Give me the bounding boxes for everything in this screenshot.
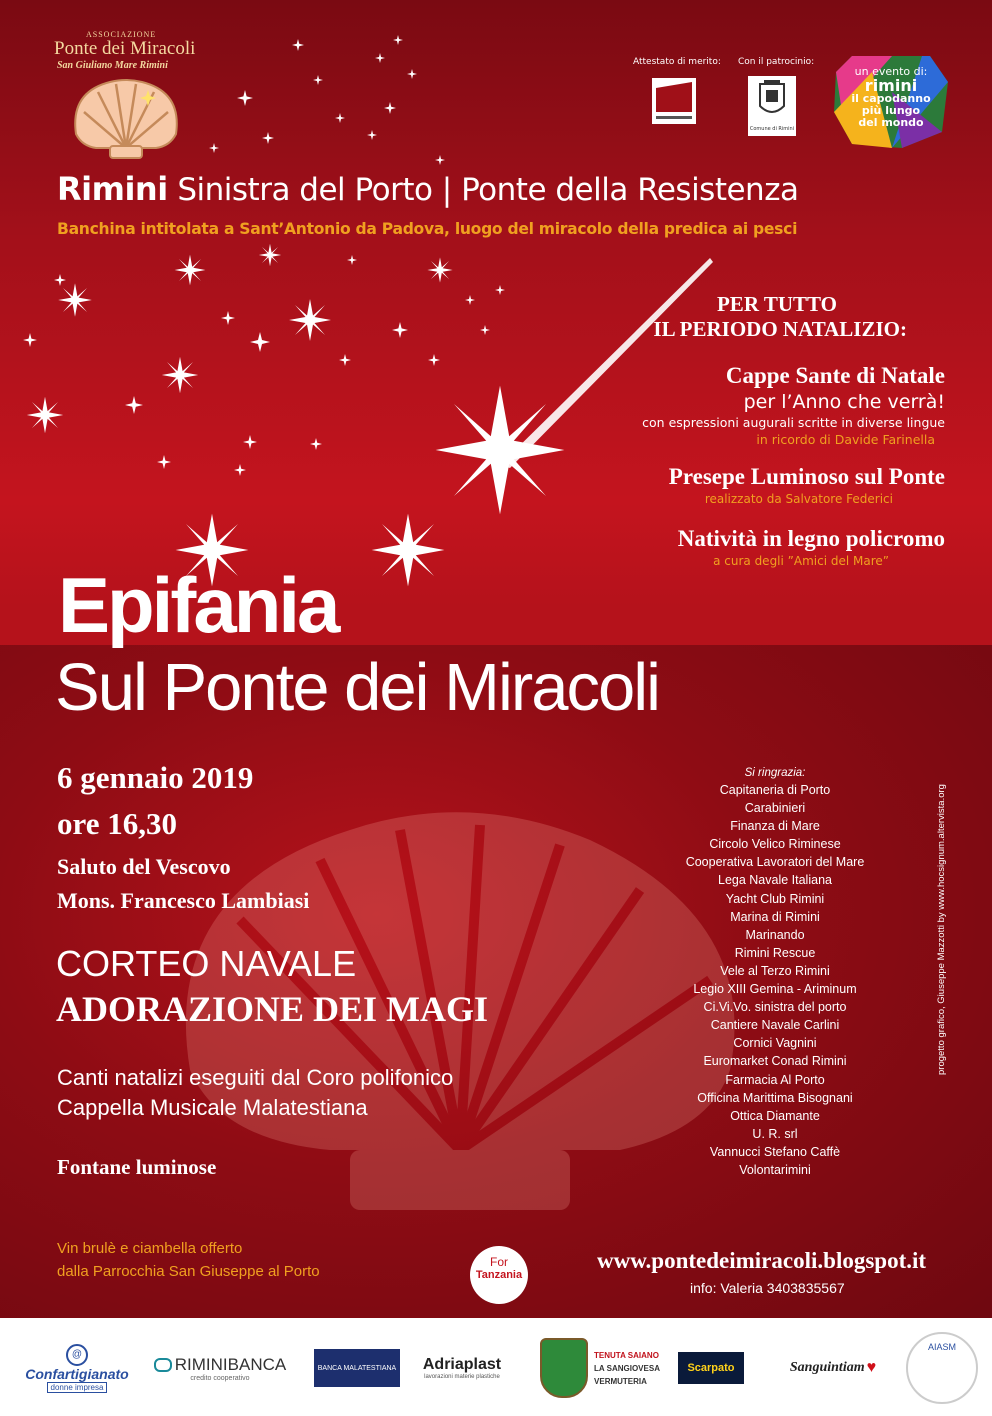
malatestiana-label: BANCA MALATESTIANA <box>314 1349 400 1387</box>
saiano-line1: TENUTA SAIANO <box>594 1350 659 1360</box>
saiano-shield-icon <box>540 1338 588 1398</box>
main-subtitle: Sul Ponte dei Miracoli <box>55 650 659 725</box>
saiano-line3: VERMUTERIA <box>594 1376 647 1386</box>
sponsor-riminibanca <box>150 1338 290 1398</box>
thanks-item: Lega Navale Italiana <box>718 873 832 888</box>
aiasm-badge-icon <box>906 1332 978 1404</box>
heart-icon: ♥ <box>866 1359 877 1376</box>
item2-title: Presepe Luminoso sul Ponte <box>668 464 945 489</box>
attestato-badge <box>652 78 696 124</box>
tanzania-label: Tanzania <box>475 1269 523 1281</box>
comune-label: Comune di Rimini <box>749 126 795 132</box>
riminibanca-sub: credito cooperativo <box>190 1374 250 1382</box>
location-heading <box>57 170 798 208</box>
thanks-item: Marinando <box>745 927 805 942</box>
riminibanca-label: RIMINIBANCA <box>174 1354 287 1374</box>
aiasm-label: AIASM <box>927 1342 956 1352</box>
item1-desc: con espressioni augurali scritte in diverse lingue <box>642 415 945 430</box>
thanks-item: Cornici Vagnini <box>733 1036 817 1051</box>
thanks-item: Rimini Rescue <box>734 945 816 960</box>
event-date: 6 gennaio 2019 <box>57 760 254 795</box>
confartigianato-label: Confartigianato <box>25 1365 129 1382</box>
thanks-heading: Si ringrazia: <box>744 767 806 779</box>
adriaplast-sub: lavorazioni materie plastiche <box>424 1374 500 1380</box>
thanks-item: Cooperativa Lavoratori del Mare <box>685 855 865 870</box>
riminibanca-icon <box>154 1358 172 1372</box>
item1-credit: in ricordo di Davide Farinella <box>756 432 935 447</box>
thanks-list <box>660 781 890 1179</box>
thanks-item: Finanza di Mare <box>730 819 820 834</box>
thanks-item: Vele al Terzo Rimini <box>720 963 830 978</box>
item3-credit: a cura degli ”Amici del Mare” <box>713 554 889 568</box>
assoc-name: Ponte dei Miracoli <box>54 38 196 59</box>
evento-line4: più lungo <box>861 104 921 117</box>
capodanno-badge <box>832 52 950 150</box>
event-canti-1: Canti natalizi eseguiti dal Coro polifonico <box>57 1065 454 1090</box>
main-title: Epifania <box>58 561 338 649</box>
design-credit-vertical: progetto grafico, Giuseppe Mazzotti by www.hocsignum.altervista.org <box>936 784 947 1075</box>
thanks-item: Ottica Diamante <box>730 1108 820 1123</box>
event-corteo: CORTEO NAVALE <box>56 943 357 984</box>
attestato-label: Attestato di merito: <box>633 57 721 67</box>
evento-line1: un evento di: <box>854 65 928 78</box>
thanks-block <box>660 765 890 1179</box>
thanks-item: Farmacia Al Porto <box>725 1072 825 1087</box>
assoc-small-label: ASSOCIAZIONE <box>86 30 157 39</box>
period-block <box>610 292 945 569</box>
thanks-item: Yacht Club Rimini <box>725 891 825 906</box>
sponsor-adriaplast <box>412 1338 512 1398</box>
sponsor-malatestiana <box>314 1338 400 1398</box>
item2-credit: realizzato da Salvatore Federici <box>704 492 893 506</box>
scarpato-label: Scarpato <box>678 1352 744 1384</box>
for-label: For <box>490 1255 508 1269</box>
location-rest: Sinistra del Porto | Ponte della Resistenza <box>177 172 799 208</box>
item1-title: Cappe Sante di Natale <box>725 363 945 388</box>
period-heading-2: IL PERIODO NATALIZIO: <box>653 317 907 341</box>
comune-badge <box>748 76 796 136</box>
event-canti-2: Cappella Musicale Malatestiana <box>57 1095 368 1120</box>
thanks-item: Cantiere Navale Carlini <box>710 1018 840 1033</box>
thanks-item: Euromarket Conad Rimini <box>703 1054 847 1069</box>
thanks-item: Marina di Rimini <box>730 909 820 924</box>
thanks-item: Volontarimini <box>739 1162 811 1177</box>
thanks-item: Vannucci Stefano Caffè <box>709 1144 841 1159</box>
item3-title: Natività in legno policromo <box>677 526 945 551</box>
event-adorazione: ADORAZIONE DEI MAGI <box>56 989 489 1029</box>
event-vin-1: Vin brulè e ciambella offerto <box>57 1240 243 1257</box>
comune-crest-icon <box>748 76 796 122</box>
info-contact: info: Valeria 3403835567 <box>690 1280 845 1296</box>
thanks-item: Officina Marittima Bisognani <box>697 1090 853 1105</box>
for-tanzania-badge <box>470 1246 528 1304</box>
evento-line3: il capodanno <box>851 92 931 105</box>
evento-line2: rimini <box>864 76 918 95</box>
event-saluto: Saluto del Vescovo <box>57 854 231 879</box>
sponsor-saiano <box>532 1338 668 1398</box>
saiano-line2: LA SANGIOVESA <box>594 1363 660 1373</box>
association-logo <box>50 30 210 160</box>
website-link[interactable]: www.pontedeimiracoli.blogspot.it <box>597 1248 927 1273</box>
sponsor-confartigianato <box>22 1338 132 1398</box>
event-fontane: Fontane luminose <box>57 1155 217 1179</box>
confartigianato-icon: @ <box>66 1344 88 1366</box>
sponsor-scarpato <box>678 1338 744 1398</box>
period-heading-1: PER TUTTO <box>716 292 837 316</box>
thanks-item: Ci.Vi.Vo. sinistra del porto <box>703 1000 847 1015</box>
event-vescovo: Mons. Francesco Lambiasi <box>57 888 310 913</box>
event-vin-2: dalla Parrocchia San Giuseppe al Porto <box>57 1263 320 1280</box>
thanks-item: Carabinieri <box>744 801 806 816</box>
scallop-logo-icon <box>70 74 182 160</box>
thanks-item: U. R. srl <box>752 1126 798 1141</box>
thanks-item: Capitaneria di Porto <box>719 783 831 797</box>
patrocinio-label: Con il patrocinio: <box>738 57 815 67</box>
assoc-place: San Giuliano Mare Rimini <box>57 60 168 71</box>
location-subtitle: Banchina intitolata a Sant’Antonio da Padova, luogo del miracolo della predica ai pesci <box>57 220 798 238</box>
thanks-item: Legio XIII Gemina - Ariminum <box>693 982 857 997</box>
evento-line5: del mondo <box>858 116 924 129</box>
sponsor-sanguintiam <box>778 1338 888 1398</box>
event-time: ore 16,30 <box>57 806 177 841</box>
sponsor-aiasm <box>902 1338 982 1398</box>
sanguintiam-label: Sanguintiam <box>789 1360 865 1375</box>
location-city: Rimini <box>57 170 168 208</box>
confartigianato-sub: donne impresa <box>47 1382 108 1393</box>
adriaplast-label: Adriaplast <box>422 1356 502 1373</box>
thanks-item: Circolo Velico Riminese <box>709 837 841 852</box>
item1-sub: per l’Anno che verrà! <box>743 391 945 413</box>
